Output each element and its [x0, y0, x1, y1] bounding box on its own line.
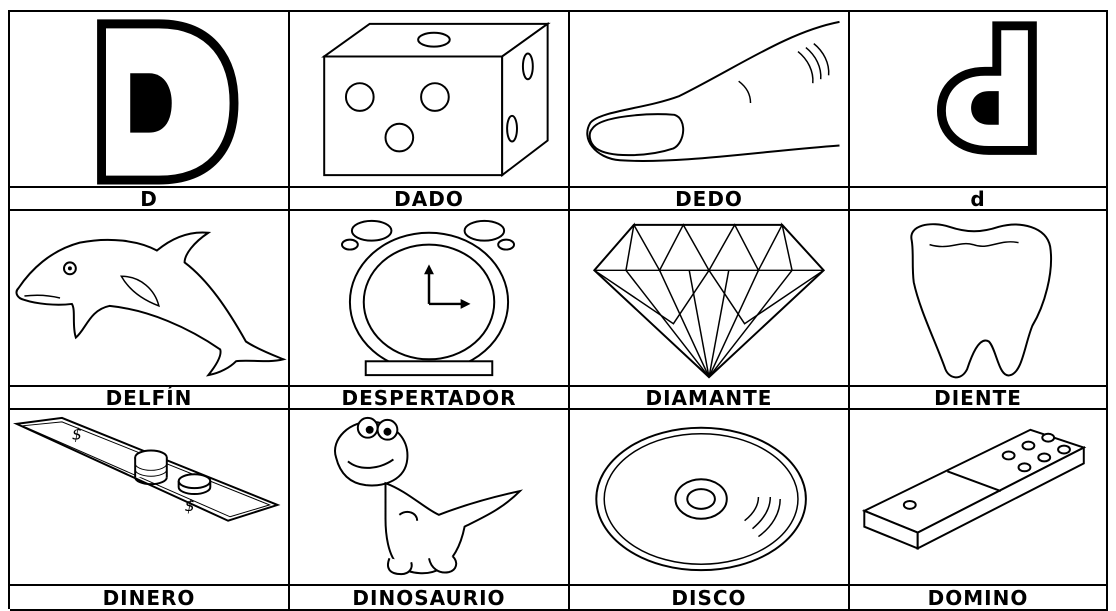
card-label: DIENTE: [850, 387, 1108, 410]
card-picture-d-upper: [10, 12, 290, 188]
card-label: DIAMANTE: [570, 387, 850, 410]
svg-text:$: $: [184, 495, 195, 515]
card-label: DOMINO: [850, 586, 1108, 611]
card-label: DESPERTADOR: [290, 387, 570, 410]
tooth-icon: [850, 211, 1106, 385]
card-label: d: [850, 188, 1108, 211]
card-picture-despertador: [290, 211, 570, 387]
money-icon: [10, 410, 288, 584]
svg-text:$: $: [71, 424, 82, 444]
card-picture-domino: [850, 410, 1108, 586]
card-label: DELFÍN: [10, 387, 290, 410]
domino-icon: [850, 410, 1106, 584]
uppercase-d-letter: [10, 12, 288, 186]
finger-icon: [570, 12, 848, 186]
card-label: DISCO: [570, 586, 850, 611]
card-picture-d-lower: [850, 12, 1108, 188]
flashcard-grid: [10, 12, 1108, 611]
card-picture-diamante: [570, 211, 850, 387]
card-picture-dinero: [10, 410, 290, 586]
alarm-clock-icon: [290, 211, 568, 385]
disc-icon: [570, 410, 848, 584]
dolphin-icon: [10, 211, 288, 385]
flashcard-sheet: [8, 10, 1108, 609]
card-label: DINERO: [10, 586, 290, 611]
card-picture-dedo: [570, 12, 850, 188]
dice-icon: [290, 12, 568, 186]
card-picture-disco: [570, 410, 850, 586]
card-picture-diente: [850, 211, 1108, 387]
diamond-icon: [570, 211, 848, 385]
lowercase-d-letter: [850, 12, 1106, 186]
card-picture-dinosaurio: [290, 410, 570, 586]
card-label: D: [10, 188, 290, 211]
card-picture-delfin: [10, 211, 290, 387]
card-label: DEDO: [570, 188, 850, 211]
dinosaur-icon: [290, 410, 568, 584]
card-picture-dado: [290, 12, 570, 188]
card-label: DADO: [290, 188, 570, 211]
card-label: DINOSAURIO: [290, 586, 570, 611]
